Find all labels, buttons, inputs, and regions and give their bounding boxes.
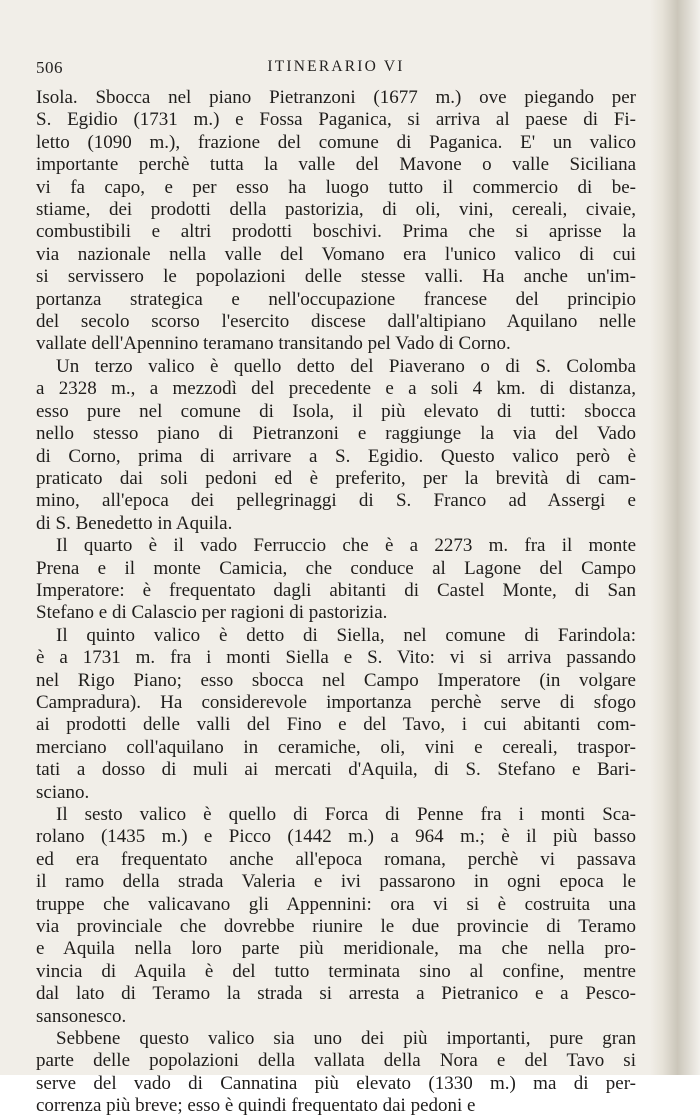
text-line: ai prodotti delle valli del Fino e del Tavo, i cui abitanti com- [36, 714, 636, 736]
text-line: del secolo scorso l'esercito discese dall'altipiano Aquilano nelle [36, 311, 636, 333]
text-line: esso pure nel comune di Isola, il più elevato di tutti: sbocca [36, 400, 636, 422]
text-line: mino, all'epoca dei pellegrinaggi di S. Franco ad Assergi e [36, 490, 636, 512]
text-line: via nazionale nella valle del Vomano era l'unico valico di cui [36, 243, 636, 265]
text-line: Campradura). Ha considerevole importanza perchè serve di sfogo [36, 691, 636, 713]
page-number: 506 [36, 58, 63, 77]
text-line: truppe che valicavano gli Appennini: ora vi si è costruita una [36, 893, 636, 915]
text-line: vallate dell'Apennino teramano transitando pel Vado di Corno. [36, 333, 511, 355]
paragraph [36, 804, 636, 1028]
text-line: il ramo della strada Valeria e ivi passarono in ogni epoca le [36, 871, 636, 893]
text-line: Imperatore: è frequentato dagli abitanti di Castel Monte, di San [36, 579, 636, 601]
text-line: Il sesto valico è quello di Forca di Penne fra i monti Sca- [56, 804, 636, 825]
page-gutter [650, 0, 700, 1075]
text-line: è a 1731 m. fra i monti Siella e S. Vito: vi si arriva passando [36, 647, 636, 669]
page-header [36, 58, 636, 82]
text-line: nel Rigo Piano; esso sbocca nel Campo Imperatore (in volgare [36, 669, 636, 691]
text-line: vi fa capo, e per esso ha luogo tutto il commercio di be- [36, 176, 636, 198]
text-line: rolano (1435 m.) e Picco (1442 m.) a 964 m.; è il più basso [36, 826, 636, 848]
text-line: nello stesso piano di Pietranzoni e raggiunge la via del Vado [36, 423, 636, 445]
text-line: sansonesco. [36, 1005, 127, 1027]
body-text [36, 87, 636, 1118]
text-line: parte delle popolazioni della vallata della Nora e del Tavo si [36, 1050, 636, 1072]
text-line: si servissero le popolazioni delle stesse valli. Ha anche un'im- [36, 266, 636, 288]
running-head: ITINERARIO VI [267, 58, 405, 75]
text-line: e Aquila nella loro parte più meridionale, ma che nella pro- [36, 938, 636, 960]
text-line: a 2328 m., a mezzodì del precedente e a soli 4 km. di distanza, [36, 378, 636, 400]
text-line: praticato dai soli pedoni ed è preferito, per la brevità di cam- [36, 467, 636, 489]
text-line: portanza strategica e nell'occupazione francese del principio [36, 288, 636, 310]
paragraph [36, 87, 636, 356]
text-line: sciano. [36, 781, 90, 803]
paragraph [36, 625, 636, 804]
text-line: Sebbene questo valico sia uno dei più importanti, pure gran [56, 1028, 636, 1050]
text-line: merciano coll'aquilano in ceramiche, oli, vini e cereali, traspor- [36, 736, 636, 758]
text-line: ed era frequentato anche all'epoca romana, perchè vi passava [36, 848, 636, 870]
paragraph [36, 535, 636, 625]
text-line: combustibili e altri prodotti boschivi. Prima che si aprisse la [36, 221, 636, 243]
text-line: serve del vado di Cannatina più elevato (1330 m.) ma di per- [36, 1072, 636, 1094]
paragraph [36, 1028, 636, 1118]
paragraph [36, 356, 636, 535]
text-line: Prena e il monte Camicia, che conduce al Lagone del Campo [36, 557, 636, 579]
text-line: Isola. Sbocca nel piano Pietranzoni (1677 m.) ove piegando per [36, 87, 636, 108]
text-line: correnza più breve; esso è quindi frequentato dai pedoni e [36, 1095, 476, 1117]
text-line: vincia di Aquila è del tutto terminata sino al confine, mentre [36, 960, 636, 982]
text-line: Stefano e di Calascio per ragioni di pastorizia. [36, 602, 388, 624]
text-line: stiame, dei prodotti della pastorizia, di oli, vini, cereali, civaie, [36, 199, 636, 221]
text-line: via provinciale che dovrebbe riunire le due provincie di Teramo [36, 916, 636, 938]
text-line: importante perchè tutta la valle del Mavone o valle Siciliana [36, 154, 636, 176]
text-line: di S. Benedetto in Aquila. [36, 512, 233, 534]
text-line: di Corno, prima di arrivare a S. Egidio. Questo valico però è [36, 445, 636, 467]
text-line: tati a dosso di muli ai mercati d'Aquila, di S. Stefano e Bari- [36, 759, 636, 781]
text-line: letto (1090 m.), frazione del comune di Paganica. E' un valico [36, 131, 636, 153]
text-line: S. Egidio (1731 m.) e Fossa Paganica, si arriva al paese di Fi- [36, 109, 636, 131]
text-line: Il quarto è il vado Ferruccio che è a 2273 m. fra il monte [56, 535, 636, 557]
text-line: Un terzo valico è quello detto del Piaverano o di S. Colomba [56, 355, 636, 377]
text-line: dal lato di Teramo la strada si arresta a Pietranico e a Pesco- [36, 983, 636, 1005]
text-line: Il quinto valico è detto di Siella, nel comune di Farindola: [56, 624, 636, 646]
